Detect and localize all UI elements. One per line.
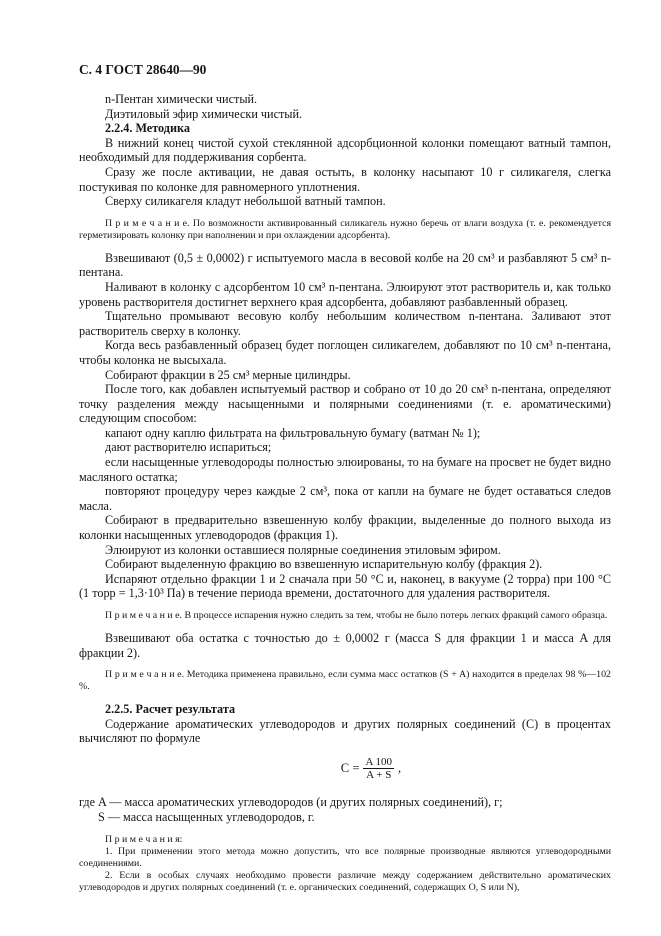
section-224-title: 2.2.4. Методика	[105, 121, 190, 136]
paragraph: Взвешивают оба остатка с точностью до ± 0,0002 г (масса S для фракции 1 и масса A для фракции 2).	[79, 631, 611, 660]
paragraph: Тщательно промывают весовую колбу небольшим количеством n-пентана. Заливают этот растворитель сверху в колонку.	[79, 309, 611, 338]
paragraph: если насыщенные углеводороды полностью элюированы, то на бумаге на просвет не будет видно масляного остатка;	[79, 455, 611, 484]
paragraph: Сразу же после активации, не давая остыть, в колонку насыпают 10 г силикагеля, слегка постукивая по колонке для равномерного уплотнения.	[79, 164, 611, 194]
note-text: Методика применена правильно, если сумма масс остатков (S + A) находится в пределах 98 %—102 %.	[79, 669, 611, 693]
document-body	[79, 92, 611, 894]
paragraph: Сверху силикагеля кладут небольшой ватный тампон.	[105, 194, 386, 209]
paragraph: Испаряют отдельно фракции 1 и 2 сначала при 50 °С и, наконец, в вакууме (2 торра) при 100 °С (1 торр = 1,3·10³ Па) в течение периода времени, достаточного для удаления растворителя.	[79, 571, 611, 601]
note-label: П р и м е ч а н и е.	[105, 217, 190, 229]
note-3	[79, 669, 611, 693]
paragraph: В нижний конец чистой сухой стеклянной адсорбционной колонки помещают ватный тампон, необходимый для поддерживания сорбента.	[79, 135, 611, 165]
paragraph: После того, как добавлен испытуемый раствор и собрано от 10 до 20 см³ n-пентана, определяют точку разделения между насыщенными и полярными соединениями (т. е. ароматическими) следующим способом:	[79, 382, 611, 426]
note-1	[79, 218, 611, 242]
formula-legend	[79, 795, 611, 824]
note-label: П р и м е ч а н и е.	[105, 669, 185, 681]
paragraph: Наливают в колонку с адсорбентом 10 см³ n-пентана. Элюируют этот растворитель и, как только уровень растворителя достигнет верхнего края адсорбента, добавляют разбавленный образец.	[79, 279, 611, 309]
paragraph: Собирают выделенную фракцию во взвешенную испарительную колбу (фракция 2).	[105, 557, 543, 572]
formula-lhs: С =	[340, 761, 360, 776]
formula-denominator: A + S	[366, 768, 392, 781]
paragraph: Собирают в предварительно взвешенную колбу фракции, выделенные до полного выхода из колонки насыщенных углеводородов (фракция 1).	[79, 513, 611, 543]
note-item: 1. При применении этого метода можно допустить, что все полярные производные являются углеводородными соединениями.	[79, 846, 611, 870]
paragraph: Собирают фракции в 25 см³ мерные цилиндры.	[105, 367, 351, 382]
paragraph: Когда весь разбавленный образец будет поглощен силикагелем, добавляют по 10 см³ n-пентана, чтобы колонка не высыхала.	[79, 338, 611, 367]
note-item: 2. Если в особых случаях необходимо провести различие между содержанием действительно ароматических углеводородов и других полярных соединений (т. е. органических соединений, содержащих O, S или N),	[79, 870, 611, 894]
page-header: С. 4 ГОСТ 28640—90	[79, 62, 207, 77]
formula-fraction	[363, 756, 394, 781]
formula-numerator: A 100	[365, 755, 393, 768]
formula	[131, 756, 611, 781]
paragraph: Содержание ароматических углеводородов и других полярных соединений (С) в процентах вычисляют по формуле	[79, 716, 611, 746]
note-label: П р и м е ч а н и е.	[105, 610, 182, 621]
note-text: В процессе испарения нужно следить за тем, чтобы не было потерь легких фракций самого образца.	[184, 610, 608, 621]
notes-label: П р и м е ч а н и я:	[105, 834, 183, 846]
formula-tail: ,	[398, 761, 402, 776]
note-text: По возможности активированный силикагель нужно беречь от влаги воздуха (т. е. рекомендуется герметизировать колонку при наполнении и при охлаждении адсорбента).	[79, 217, 611, 241]
paragraph: Взвешивают (0,5 ± 0,0002) г испытуемого масла в весовой колбе на 20 см³ и разбавляют 5 см³ n-пентана.	[79, 250, 611, 280]
paragraph: дают растворителю испариться;	[105, 440, 272, 455]
notes-list	[79, 834, 611, 894]
legend-line: где A — масса ароматических углеводородов (и других полярных соединений), г;	[79, 794, 503, 809]
reagent-line: n-Пентан химически чистый.	[105, 92, 258, 106]
reagent-line: Диэтиловый эфир химически чистый.	[105, 106, 303, 121]
paragraph: повторяют процедуру через каждые 2 см³, пока от капли на бумаге не будет оставаться следов масла.	[79, 484, 611, 513]
paragraph: Элюируют из колонки оставшиеся полярные соединения этиловым эфиром.	[105, 542, 501, 557]
note-2	[79, 610, 611, 622]
paragraph: капают одну каплю фильтрата на фильтровальную бумагу (ватман № 1);	[105, 425, 481, 440]
section-225-title: 2.2.5. Расчет результата	[105, 702, 236, 717]
legend-line: S — масса насыщенных углеводородов, г.	[98, 809, 315, 824]
